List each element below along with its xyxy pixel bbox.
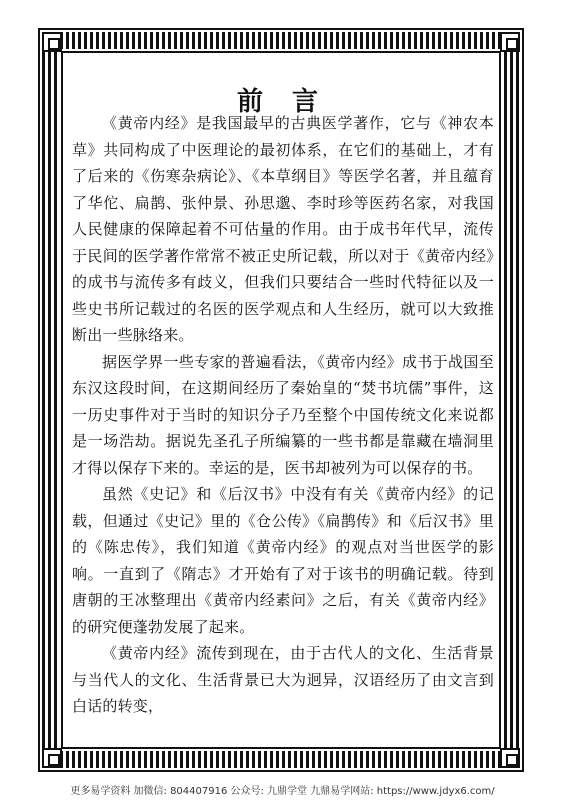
body-text bbox=[72, 110, 494, 720]
border-corner-top-right bbox=[500, 32, 520, 52]
border-corner-bottom-left bbox=[42, 748, 62, 768]
page-title: 前 言 bbox=[236, 87, 329, 118]
paragraph-3: 虽然《史记》和《后汉书》中没有有关《黄帝内经》的记载，但通过《史记》里的《仓公传》《扁鹊传》和《后汉书》里的《陈忠传》，我们知道《黄帝内经》的观点对当世医学的影响。一直到了《隋志》才开始有了对于该书的明确记载。待到唐朝的王冰整理出《黄帝内经素问》之后，有关《黄帝内经》的研究便蓬勃发展了起来。 bbox=[72, 485, 494, 636]
paragraph-1: 《黄帝内经》是我国最早的古典医学著作，它与《神农本草》共同构成了中医理论的最初体系，在它们的基础上，才有了后来的《伤寒杂病论》、《本草纲目》等医学名著，并且蕴育了华佗、扁鹊、张仲景、孙思邈、李时珍等医药名家，对我国人民健康的保障起着不可估量的作用。由于成书年代早，流传于民间的医学著作常常不被正史所记载，所以对于《黄帝内经》的成书与流传多有歧义，但我们只要结合一些时代特征以及一些史书所记载过的名医的医学观点和人生经历，就可以大致推断出一些脉络来。 bbox=[72, 114, 494, 344]
border-corner-bottom-right bbox=[500, 748, 520, 768]
paragraph-4: 《黄帝内经》流传到现在，由于古代人的文化、生活背景与当代人的文化、生活背景已大为迥异，汉语经历了由文言到白话的转变， bbox=[72, 644, 494, 715]
footer-watermark: 更多易学资料 加微信: 804407916 公众号: 九鼎学堂 九鼎易学网站: https://www.jdyx6.com/ bbox=[70, 786, 495, 797]
border-corner-top-left bbox=[42, 32, 62, 52]
paragraph-2: 据医学界一些专家的普遍看法，《黄帝内经》成书于战国至东汉这段时间，在这期间经历了秦始皇的“焚书坑儒”事件，这一历史事件对于当时的知识分子乃至整个中国传统文化来说都是一场浩劫。据说先圣孔子所编纂的一些书都是靠藏在墙洞里才得以保存下来的。幸运的是，医书却被列为可以保存的书。 bbox=[72, 352, 494, 477]
